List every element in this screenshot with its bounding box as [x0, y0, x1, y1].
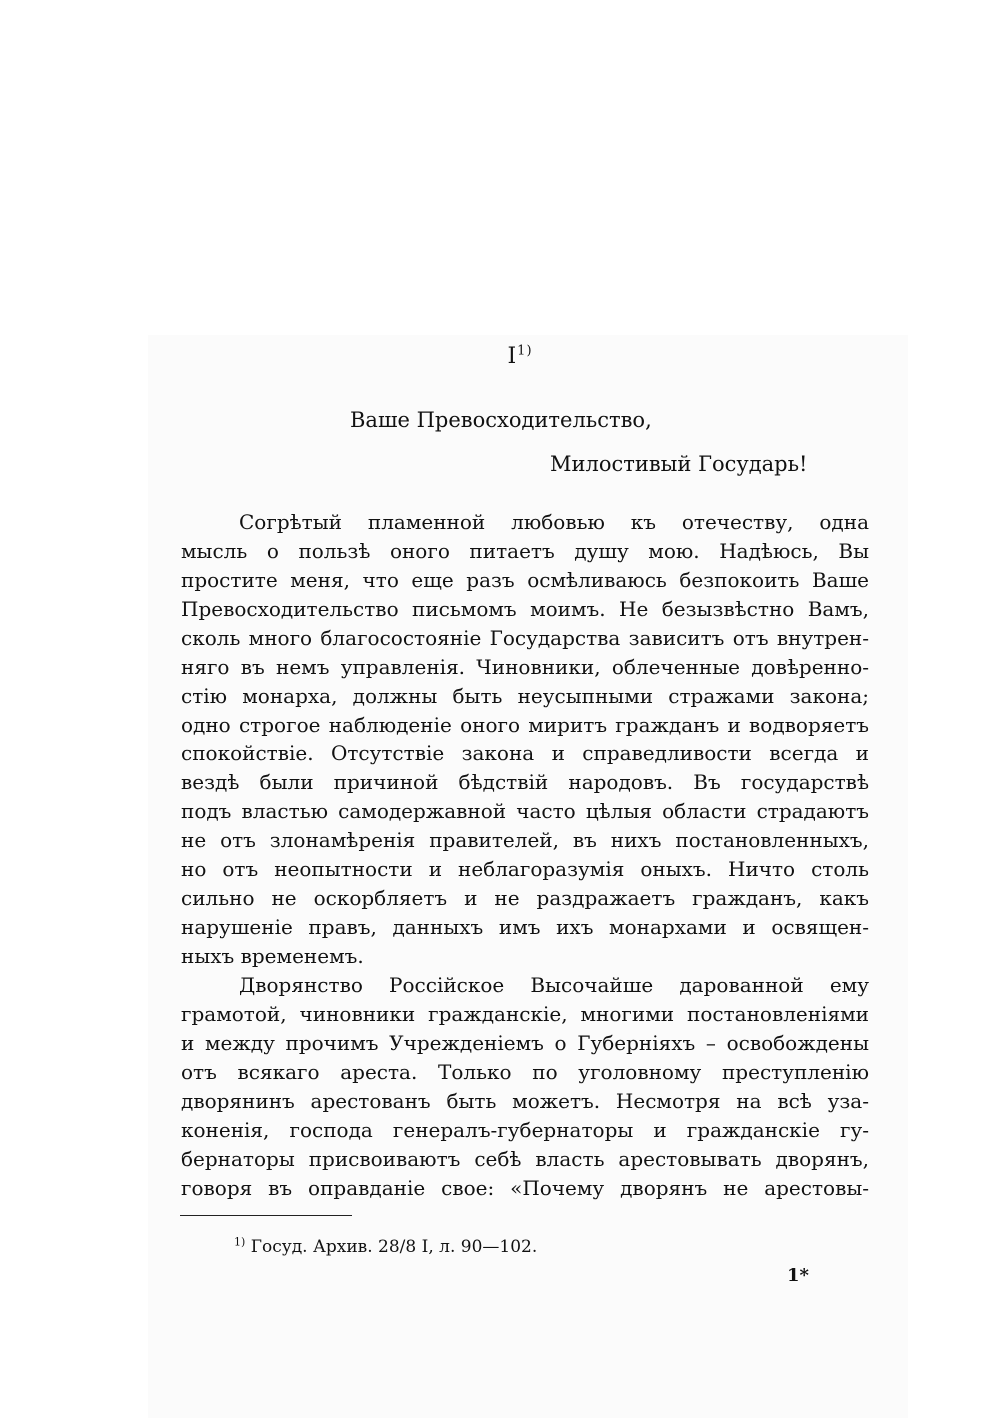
- signature-mark: 1*: [787, 1265, 809, 1286]
- body-line: сильно не оскорбляетъ и не раздражаетъ гражданъ, какъ: [181, 886, 869, 910]
- body-line: и между прочимъ Учрежденіемъ о Губерніяхъ – освобождены: [181, 1031, 869, 1055]
- body-line: Согрѣтый пламенной любовью къ отечеству, одна: [239, 510, 869, 534]
- heading-numeral: I: [507, 344, 518, 369]
- section-heading: [0, 344, 1000, 369]
- body-line: нарушеніе правъ, данныхъ имъ ихъ монархами и освящен-: [181, 915, 869, 939]
- body-line: подъ властью самодержавной часто цѣлыя области страдаютъ: [181, 799, 869, 823]
- body-line: вездѣ были причиной бѣдствій народовъ. Въ государствѣ: [181, 770, 869, 794]
- greeting: Милостивый Государь!: [550, 452, 808, 476]
- body-line: но отъ неопытности и неблагоразумія оныхъ. Ничто столь: [181, 857, 869, 881]
- salutation: Ваше Превосходительство,: [350, 408, 652, 432]
- body-line: стію монарха, должны быть неусыпными стражами закона;: [181, 684, 869, 708]
- body-line: Дворянство Россійское Высочайше дарованной ему: [239, 973, 869, 997]
- body-line: спокойствіе. Отсутствіе закона и справедливости всегда и: [181, 741, 869, 765]
- body-line: сколь много благосостояніе Государства зависитъ отъ внутрен-: [181, 626, 869, 650]
- footnote: [234, 1237, 537, 1257]
- footnote-text: Госуд. Архив. 28/8 I, л. 90—102.: [250, 1237, 538, 1257]
- body-line: говоря въ оправданіе свое: «Почему дворянъ не арестовы-: [181, 1176, 869, 1200]
- body-line: простите меня, что еще разъ осмѣливаюсь безпокоить Ваше: [181, 568, 869, 592]
- body-line: дворянинъ арестованъ быть можетъ. Несмотря на всѣ уза-: [181, 1089, 869, 1113]
- body-line: ныхъ временемъ.: [181, 944, 364, 968]
- heading-footnote-ref: 1): [517, 343, 533, 359]
- footnote-marker: 1): [234, 1235, 246, 1249]
- body-line: грамотой, чиновники гражданскіе, многими постановленіями: [181, 1002, 869, 1026]
- body-line: Превосходительство письмомъ моимъ. Не безызвѣстно Вамъ,: [181, 597, 869, 621]
- footnote-divider: [180, 1215, 352, 1216]
- body-line: не отъ злонамѣренія правителей, въ нихъ постановленныхъ,: [181, 828, 869, 852]
- body-line: бернаторы присвоиваютъ себѣ власть арестовывать дворянъ,: [181, 1147, 869, 1171]
- body-line: няго въ немъ управленія. Чиновники, облеченные довѣренно-: [181, 655, 869, 679]
- body-line: отъ всякаго ареста. Только по уголовному преступленію: [181, 1060, 869, 1084]
- body-line: коненія, господа генералъ-губернаторы и гражданскіе гу-: [181, 1118, 869, 1142]
- body-line: одно строгое наблюденіе оного миритъ гражданъ и водворяетъ: [181, 713, 869, 737]
- body-line: мысль о пользѣ оного питаетъ душу мою. Надѣюсь, Вы: [181, 539, 869, 563]
